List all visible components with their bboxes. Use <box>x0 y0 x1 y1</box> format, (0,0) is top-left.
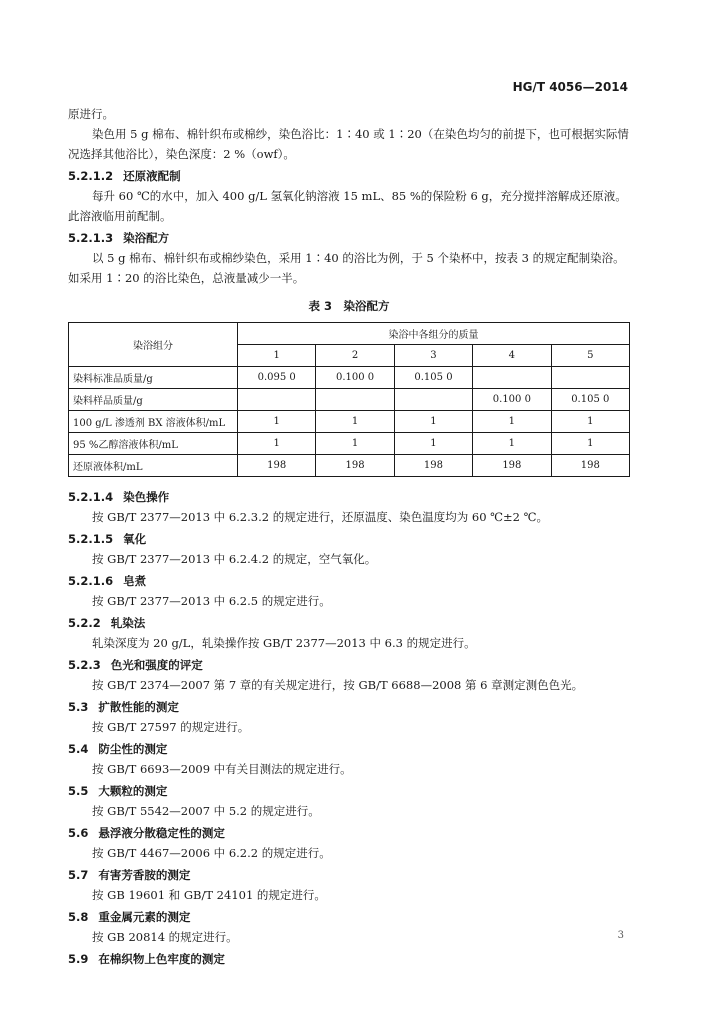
section-title: 在棉织物上色牢度的测定 <box>98 952 225 966</box>
section-heading <box>68 655 630 675</box>
paragraph: 按 GB/T 4467—2006 中 6.2.2 的规定进行。 <box>92 846 331 860</box>
section-number: 5.9 <box>68 952 89 966</box>
section-heading <box>68 487 630 507</box>
section-title: 染浴配方 <box>123 231 170 245</box>
section-heading <box>68 697 630 717</box>
section-heading <box>68 949 630 969</box>
section-number: 5.2.1.2 <box>68 169 114 183</box>
table-row <box>69 411 630 433</box>
section-title: 防尘性的测定 <box>98 742 168 756</box>
dye-bath-table <box>68 322 630 477</box>
section-title: 氧化 <box>123 532 147 546</box>
section-title: 有害芳香胺的测定 <box>98 868 191 882</box>
table-cell: 0.100 0 <box>316 367 394 389</box>
table-cell <box>238 389 316 411</box>
section-number: 5.2.1.4 <box>68 490 114 504</box>
paragraph: 按 GB/T 2377—2013 中 6.2.4.2 的规定，空气氧化。 <box>92 552 377 566</box>
table-column-header: 1 <box>238 345 316 367</box>
table-cell: 0.100 0 <box>473 389 551 411</box>
table-header-left: 染浴组分 <box>69 323 238 367</box>
paragraph: 按 GB/T 2377—2013 中 6.2.3.2 的规定进行，还原温度、染色温度均为 60 ℃±2 ℃。 <box>92 510 549 524</box>
table-cell: 198 <box>394 455 472 477</box>
paragraph: 每升 60 ℃的水中，加入 400 g/L 氢氧化钠溶液 15 mL、85 %的保险粉 6 g，充分搅拌溶解成还原液。此溶液临用前配制。 <box>68 189 627 223</box>
section-title: 重金属元素的测定 <box>98 910 191 924</box>
table-header-row <box>69 323 630 345</box>
section-title: 轧染法 <box>110 616 146 630</box>
section-number: 5.2.1.5 <box>68 532 114 546</box>
paragraph: 按 GB/T 2377—2013 中 6.2.5 的规定进行。 <box>92 594 331 608</box>
paragraph: 按 GB/T 27597 的规定进行。 <box>92 720 250 734</box>
section-number: 5.5 <box>68 784 89 798</box>
table-row <box>69 455 630 477</box>
paragraph: 按 GB 20814 的规定进行。 <box>92 930 238 944</box>
section-heading <box>68 739 630 759</box>
table-cell: 1 <box>473 411 551 433</box>
section-number: 5.6 <box>68 826 89 840</box>
section-title: 皂煮 <box>123 574 147 588</box>
section-number: 5.3 <box>68 700 89 714</box>
table-row <box>69 389 630 411</box>
section-number: 5.4 <box>68 742 89 756</box>
section-number: 5.2.1.6 <box>68 574 114 588</box>
table-column-header: 3 <box>394 345 472 367</box>
section-heading <box>68 823 630 843</box>
section-title: 还原液配制 <box>123 169 181 183</box>
section-title: 悬浮液分散稳定性的测定 <box>98 826 225 840</box>
row-label: 95 %乙醇溶液体积/mL <box>69 433 238 455</box>
section-heading <box>68 781 630 801</box>
table-cell <box>316 389 394 411</box>
row-label: 染料标准品质量/g <box>69 367 238 389</box>
section-heading <box>68 907 630 927</box>
table-cell: 1 <box>316 433 394 455</box>
paragraph: 按 GB/T 5542—2007 中 5.2 的规定进行。 <box>92 804 320 818</box>
section-number: 5.2.3 <box>68 658 101 672</box>
document-body <box>68 104 630 969</box>
paragraph: 原进行。 <box>68 107 114 121</box>
section-title: 染色操作 <box>123 490 170 504</box>
section-heading <box>68 865 630 885</box>
table-cell: 1 <box>551 433 629 455</box>
table-column-header: 4 <box>473 345 551 367</box>
table-row <box>69 367 630 389</box>
table-cell: 198 <box>551 455 629 477</box>
table-cell: 1 <box>316 411 394 433</box>
table-row <box>69 433 630 455</box>
section-number: 5.2.1.3 <box>68 231 114 245</box>
section-title: 色光和强度的评定 <box>110 658 203 672</box>
table-cell: 0.105 0 <box>551 389 629 411</box>
section-number: 5.2.2 <box>68 616 101 630</box>
table-cell: 0.095 0 <box>238 367 316 389</box>
section-number: 5.8 <box>68 910 89 924</box>
page-number: 3 <box>617 930 624 941</box>
section-title: 扩散性能的测定 <box>98 700 179 714</box>
paragraph: 按 GB 19601 和 GB/T 24101 的规定进行。 <box>92 888 326 902</box>
paragraph: 按 GB/T 2374—2007 第 7 章的有关规定进行，按 GB/T 6688—2008 第 6 章测定测色色光。 <box>92 678 584 692</box>
table-cell <box>394 389 472 411</box>
table-body <box>69 367 630 477</box>
section-title: 大颗粒的测定 <box>98 784 168 798</box>
table-cell <box>473 367 551 389</box>
table-cell: 1 <box>238 411 316 433</box>
document-code: HG/T 4056—2014 <box>512 80 628 94</box>
section-before-table <box>68 104 630 288</box>
row-label: 染料样品质量/g <box>69 389 238 411</box>
table-caption: 表 3 染浴配方 <box>308 299 390 313</box>
table-cell: 1 <box>394 433 472 455</box>
table-header-right: 染浴中各组分的质量 <box>238 323 630 345</box>
table-cell: 1 <box>551 411 629 433</box>
row-label: 100 g/L 渗透剂 BX 溶液体积/mL <box>69 411 238 433</box>
paragraph: 以 5 g 棉布、棉针织布或棉纱染色，采用 1∶40 的浴比为例，于 5 个染杯中，按表 3 的规定配制染浴。如采用 1∶20 的浴比染色，总液量减少一半。 <box>68 251 625 285</box>
section-heading <box>68 613 630 633</box>
table-cell: 1 <box>238 433 316 455</box>
section-after-table <box>68 487 630 969</box>
section-heading <box>68 166 630 186</box>
paragraph: 按 GB/T 6693—2009 中有关目测法的规定进行。 <box>92 762 352 776</box>
table-cell: 198 <box>238 455 316 477</box>
table-cell: 1 <box>394 411 472 433</box>
table-cell: 1 <box>473 433 551 455</box>
paragraph: 染色用 5 g 棉布、棉针织布或棉纱，染色浴比：1∶40 或 1∶20（在染色均匀的前提下，也可根据实际情况选择其他浴比），染色深度：2 %（owf）。 <box>68 127 629 161</box>
section-heading <box>68 571 630 591</box>
table-column-header: 2 <box>316 345 394 367</box>
paragraph: 轧染深度为 20 g/L，轧染操作按 GB/T 2377—2013 中 6.3 的规定进行。 <box>92 636 476 650</box>
section-heading <box>68 228 630 248</box>
table-cell: 198 <box>473 455 551 477</box>
table-cell <box>551 367 629 389</box>
table-cell: 198 <box>316 455 394 477</box>
section-heading <box>68 529 630 549</box>
table-column-header: 5 <box>551 345 629 367</box>
row-label: 还原液体积/mL <box>69 455 238 477</box>
table-cell: 0.105 0 <box>394 367 472 389</box>
section-number: 5.7 <box>68 868 89 882</box>
